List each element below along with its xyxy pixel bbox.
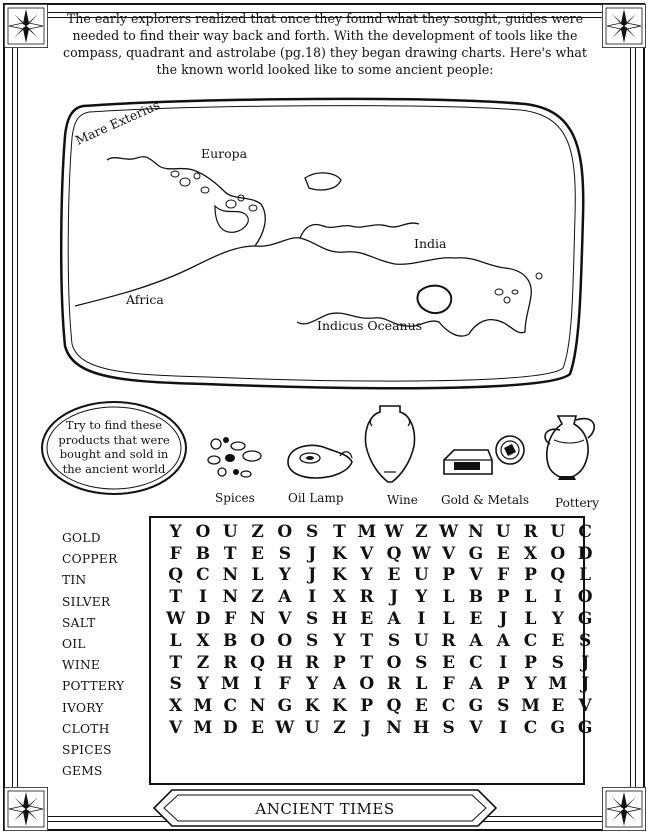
grid-letter[interactable]: V (169, 718, 183, 739)
grid-letter[interactable]: T (360, 652, 374, 673)
grid-letter[interactable]: J (308, 565, 317, 586)
grid-letter[interactable]: P (442, 565, 456, 586)
grid-letter[interactable]: I (198, 587, 207, 608)
grid-row (162, 565, 599, 587)
grid-letter[interactable]: L (442, 587, 455, 608)
grid-letter[interactable]: P (360, 696, 374, 717)
grid-letter[interactable]: G (577, 718, 593, 739)
grid-letter[interactable]: Y (306, 674, 319, 695)
grid-letter[interactable]: V (278, 609, 292, 630)
grid-letter[interactable]: I (553, 587, 562, 608)
grid-letter[interactable]: B (195, 543, 211, 564)
grid-letter[interactable]: S (578, 630, 592, 651)
grid-letter[interactable]: J (499, 609, 508, 630)
product-label-gold-metals: Gold & Metals (441, 493, 530, 507)
grid-letter[interactable]: I (499, 652, 508, 673)
grid-letter[interactable]: K (332, 696, 347, 717)
grid-letter[interactable]: S (305, 521, 319, 542)
grid-letter[interactable]: E (551, 630, 565, 651)
grid-letter[interactable]: A (278, 587, 292, 608)
grid-letter[interactable]: E (442, 652, 456, 673)
grid-letter[interactable]: F (169, 543, 182, 564)
grid-row (162, 630, 599, 652)
grid-letter[interactable]: R (523, 521, 538, 542)
grid-letter[interactable]: R (305, 652, 320, 673)
word-list-item: TIN (62, 573, 87, 588)
grid-letter[interactable]: A (496, 630, 510, 651)
grid-row (162, 521, 599, 543)
grid-letter[interactable]: J (308, 543, 317, 564)
word-list-item: SALT (62, 615, 96, 630)
gold-metals-icon (440, 430, 528, 482)
grid-row (162, 652, 599, 674)
grid-letter[interactable]: F (442, 674, 455, 695)
grid-letter[interactable]: J (581, 652, 590, 673)
grid-letter[interactable]: X (332, 587, 347, 608)
grid-letter[interactable]: L (442, 609, 455, 630)
grid-letter[interactable]: R (441, 630, 456, 651)
map-label-europa: Europa (201, 146, 248, 161)
grid-letter[interactable]: Q (386, 543, 402, 564)
grid-row (162, 608, 599, 630)
grid-letter[interactable]: E (469, 609, 483, 630)
grid-letter[interactable]: I (308, 587, 317, 608)
word-list-item: WINE (62, 658, 101, 673)
grid-letter[interactable]: Y (196, 674, 210, 695)
product-label-wine: Wine (387, 493, 418, 507)
grid-letter[interactable]: Q (250, 652, 265, 673)
grid-letter[interactable]: W (275, 718, 295, 739)
grid-letter[interactable]: L (579, 565, 592, 586)
grid-letter[interactable]: F (497, 565, 510, 586)
grid-row (162, 674, 599, 696)
grid-letter[interactable]: Z (251, 521, 264, 542)
grid-letter[interactable]: S (278, 543, 291, 564)
word-search-grid (162, 521, 599, 739)
grid-letter[interactable]: G (468, 696, 484, 717)
grid-letter[interactable]: W (166, 609, 186, 630)
grid-letter[interactable]: E (551, 696, 565, 717)
grid-letter[interactable]: Y (415, 587, 428, 608)
grid-letter[interactable]: U (222, 521, 238, 542)
grid-letter[interactable]: C (469, 652, 483, 673)
grid-letter[interactable]: Y (524, 674, 537, 695)
grid-letter[interactable]: E (251, 718, 265, 739)
grid-letter[interactable]: C (523, 718, 538, 739)
grid-letter[interactable]: R (223, 652, 238, 673)
grid-letter[interactable]: Y (360, 565, 373, 586)
grid-letter[interactable]: V (578, 696, 592, 717)
grid-letter[interactable]: M (521, 696, 540, 717)
grid-letter[interactable]: L (415, 674, 428, 695)
product-label-oil-lamp: Oil Lamp (288, 491, 344, 505)
grid-letter[interactable]: P (496, 674, 510, 695)
grid-letter[interactable]: C (523, 630, 538, 651)
grid-letter[interactable]: V (469, 565, 483, 586)
grid-letter[interactable]: J (581, 674, 590, 695)
grid-letter[interactable]: Z (415, 521, 428, 542)
compass-rose-icon (602, 787, 646, 831)
grid-letter[interactable]: Y (169, 521, 182, 542)
grid-letter[interactable]: T (333, 521, 346, 542)
grid-letter[interactable]: C (578, 521, 592, 542)
grid-letter[interactable]: S (169, 674, 182, 695)
grid-letter[interactable]: S (415, 652, 428, 673)
products-prompt-text: Try to find these products that were bought and sold in the ancient world (58, 418, 170, 476)
grid-letter[interactable]: D (222, 718, 238, 739)
grid-letter[interactable]: I (499, 718, 508, 739)
grid-row (162, 543, 599, 565)
map-label-africa: Africa (126, 292, 164, 307)
grid-letter[interactable]: E (387, 565, 401, 586)
grid-letter[interactable]: X (196, 630, 210, 651)
grid-letter[interactable]: H (276, 652, 293, 673)
grid-letter[interactable]: S (442, 718, 455, 739)
compass-rose-icon (602, 4, 646, 48)
grid-letter[interactable]: S (305, 630, 319, 651)
grid-letter[interactable]: G (468, 543, 484, 564)
grid-letter[interactable]: Y (278, 565, 291, 586)
grid-letter[interactable]: M (357, 521, 377, 542)
grid-letter[interactable]: L (251, 565, 264, 586)
grid-row (162, 717, 599, 739)
grid-letter[interactable]: L (524, 587, 537, 608)
grid-letter[interactable]: A (469, 674, 483, 695)
oil-lamp-icon (282, 436, 356, 484)
grid-letter[interactable]: T (169, 587, 182, 608)
grid-letter[interactable]: X (169, 696, 183, 717)
grid-letter[interactable]: E (251, 543, 265, 564)
grid-letter[interactable]: A (469, 630, 483, 651)
word-list-item: POTTERY (62, 679, 125, 694)
grid-letter[interactable]: Q (168, 565, 184, 586)
map-label-mare-exterius: Mare Exterius (73, 97, 162, 148)
grid-letter[interactable]: S (305, 609, 319, 630)
grid-letter[interactable]: W (384, 521, 404, 542)
grid-row (162, 695, 599, 717)
grid-letter[interactable]: P (524, 652, 537, 673)
grid-letter[interactable]: V (360, 543, 374, 564)
grid-letter[interactable]: Z (333, 718, 346, 739)
ancient-world-map (55, 96, 587, 392)
grid-letter[interactable]: O (250, 630, 265, 651)
wine-amphora-icon (362, 402, 418, 486)
grid-letter[interactable]: K (332, 543, 347, 564)
grid-letter[interactable]: C (223, 696, 237, 717)
grid-letter[interactable]: M (193, 718, 213, 739)
word-list-item: CLOTH (62, 721, 110, 736)
grid-letter[interactable]: G (577, 609, 593, 630)
grid-letter[interactable]: H (331, 609, 348, 630)
compass-rose-icon (4, 787, 48, 831)
word-list-item: SILVER (62, 594, 111, 609)
grid-letter[interactable]: H (413, 718, 430, 739)
grid-letter[interactable]: S (497, 696, 510, 717)
grid-letter[interactable]: J (390, 587, 399, 608)
product-label-spices: Spices (215, 491, 255, 505)
grid-letter[interactable]: R (359, 587, 374, 608)
grid-letter[interactable]: E (496, 543, 510, 564)
grid-letter[interactable]: E (414, 696, 428, 717)
grid-letter[interactable]: E (360, 609, 374, 630)
intro-paragraph: The early explorers realized that once they found what they sought, guides were needed to find their way back and forth. With the development of tools like the compass, quadrant and astrolabe (pg.18) they began drawing charts. Here's what the known world looked like to some ancient people: (63, 11, 587, 77)
grid-letter[interactable]: W (411, 543, 431, 564)
grid-letter[interactable]: P (524, 565, 537, 586)
grid-letter[interactable]: D (195, 609, 211, 630)
grid-letter[interactable]: Y (551, 609, 564, 630)
grid-letter[interactable]: M (548, 674, 568, 695)
grid-letter[interactable]: N (249, 609, 266, 630)
grid-letter[interactable]: F (278, 674, 291, 695)
grid-letter[interactable]: O (277, 630, 293, 651)
grid-letter[interactable]: Z (251, 587, 264, 608)
grid-letter[interactable]: O (550, 543, 566, 564)
word-list-item: OIL (62, 637, 86, 652)
map-illustration (55, 96, 587, 392)
grid-letter[interactable]: T (360, 630, 374, 651)
word-list-item: IVORY (62, 700, 104, 715)
grid-letter[interactable]: G (550, 718, 566, 739)
grid-letter[interactable]: P (333, 652, 346, 673)
grid-letter[interactable]: O (359, 674, 375, 695)
grid-letter[interactable]: T (169, 652, 182, 673)
grid-letter[interactable]: J (362, 718, 371, 739)
grid-letter[interactable]: G (277, 696, 293, 717)
grid-letter[interactable]: P (496, 587, 510, 608)
grid-letter[interactable]: S (551, 652, 564, 673)
map-label-india: India (414, 236, 447, 251)
word-list-item: GOLD (62, 531, 101, 545)
grid-letter[interactable]: Y (333, 630, 346, 651)
grid-row (162, 586, 599, 608)
grid-letter[interactable]: I (253, 674, 262, 695)
grid-letter[interactable]: O (577, 587, 593, 608)
grid-letter[interactable]: C (441, 696, 456, 717)
grid-letter[interactable]: A (387, 609, 401, 630)
word-list-item: SPICES (62, 743, 112, 758)
grid-letter[interactable]: V (469, 718, 483, 739)
word-list (62, 528, 125, 782)
grid-letter[interactable]: V (442, 543, 456, 564)
grid-letter[interactable]: D (577, 543, 593, 564)
grid-letter[interactable]: L (524, 609, 537, 630)
grid-letter[interactable]: K (304, 696, 320, 717)
grid-letter[interactable]: U (495, 521, 511, 542)
compass-rose-icon (4, 4, 48, 48)
grid-letter[interactable]: U (550, 521, 566, 542)
grid-letter[interactable]: O (277, 521, 293, 542)
grid-letter[interactable]: K (332, 565, 347, 586)
grid-letter[interactable]: M (193, 696, 213, 717)
grid-letter[interactable]: U (413, 565, 429, 586)
grid-letter[interactable]: L (169, 630, 182, 651)
grid-letter[interactable]: O (195, 521, 211, 542)
grid-letter[interactable]: N (222, 587, 239, 608)
grid-letter[interactable]: X (523, 543, 538, 564)
grid-letter[interactable]: N (468, 521, 484, 542)
grid-letter[interactable]: M (220, 674, 240, 695)
grid-letter[interactable]: N (222, 565, 239, 586)
pottery-vase-icon (536, 410, 602, 486)
grid-letter[interactable]: N (249, 696, 266, 717)
grid-letter[interactable]: F (224, 609, 237, 630)
grid-letter[interactable]: C (196, 565, 210, 586)
grid-letter[interactable]: T (223, 543, 237, 564)
grid-letter[interactable]: U (413, 630, 429, 651)
grid-letter[interactable]: A (332, 674, 347, 695)
grid-letter[interactable]: N (386, 718, 402, 739)
map-label-indicus-oceanus: Indicus Oceanus (317, 318, 423, 333)
grid-letter[interactable]: R (386, 674, 402, 695)
grid-letter[interactable]: Q (550, 565, 566, 586)
grid-letter[interactable]: B (468, 587, 484, 608)
word-list-item: GEMS (62, 764, 103, 779)
grid-letter[interactable]: U (304, 718, 320, 739)
grid-letter[interactable]: I (417, 609, 426, 630)
word-list-item: COPPER (62, 552, 118, 567)
grid-letter[interactable]: O (386, 652, 402, 673)
footer-title: ANCIENT TIMES (255, 800, 395, 818)
grid-letter[interactable]: B (223, 630, 238, 651)
product-label-pottery: Pottery (555, 496, 600, 510)
grid-letter[interactable]: S (387, 630, 401, 651)
grid-letter[interactable]: Z (196, 652, 210, 673)
grid-letter[interactable]: Q (386, 696, 402, 717)
spices-icon (202, 434, 266, 484)
grid-letter[interactable]: W (439, 521, 459, 542)
